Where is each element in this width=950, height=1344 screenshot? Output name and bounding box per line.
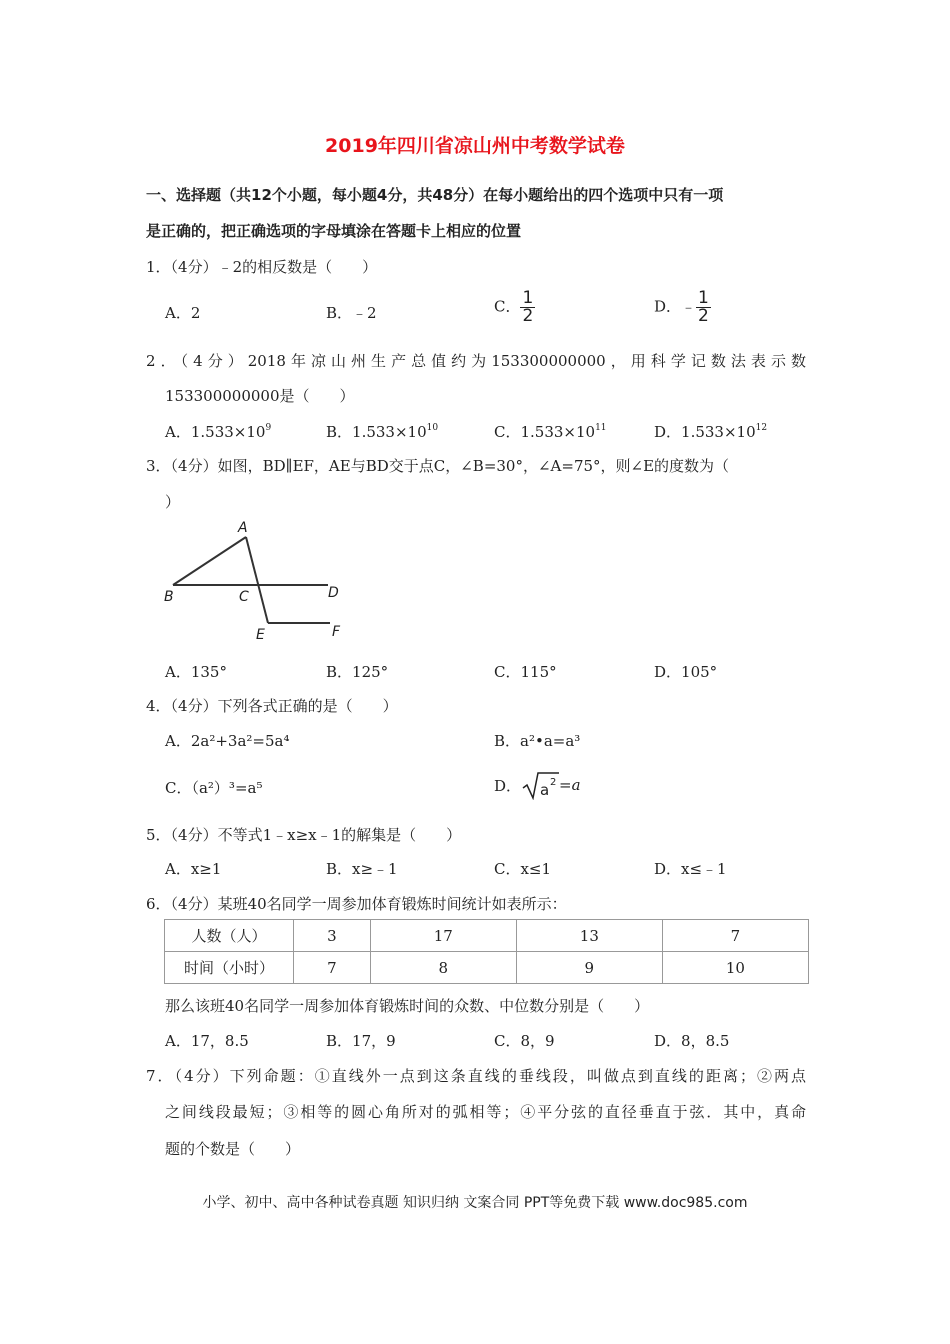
q5-option-b: B．x≥﹣1 bbox=[326, 860, 398, 878]
section-heading-line1: 一、选择题（共12个小题，每小题4分，共48分）在每小题给出的四个选项中只有一项 bbox=[146, 186, 724, 204]
label-e: E bbox=[256, 627, 265, 643]
label-b: B bbox=[164, 589, 174, 605]
line-ba bbox=[173, 537, 246, 585]
q2-stem-line1: 2．（4分）2018年凉山州生产总值约为153300000000，用科学记数法表示数 bbox=[146, 352, 806, 370]
table-row bbox=[165, 952, 809, 984]
q2-option-c bbox=[494, 421, 607, 442]
q4-option-b: B．a²•a=a³ bbox=[494, 732, 581, 750]
label-d: D bbox=[328, 585, 339, 601]
q2-stem-line2: 153300000000是（ ） bbox=[165, 387, 355, 405]
table-cell: 10 bbox=[662, 952, 808, 984]
table-header-people: 人数（人） bbox=[165, 920, 294, 952]
q6-followup: 那么该班40名同学一周参加体育锻炼时间的众数、中位数分别是（ ） bbox=[165, 997, 650, 1015]
q2-option-a bbox=[165, 421, 271, 442]
q1-option-a: A．2 bbox=[165, 304, 201, 322]
q3-stem-line2: ） bbox=[165, 493, 181, 511]
q3-geometry-figure bbox=[160, 515, 360, 645]
q5-option-c: C．x≤1 bbox=[494, 860, 552, 878]
table-cell: 7 bbox=[294, 952, 371, 984]
q6-data-table bbox=[164, 919, 809, 984]
q1-option-d bbox=[654, 290, 711, 325]
q2-option-a-exp: 9 bbox=[265, 423, 272, 433]
table-cell: 13 bbox=[516, 920, 662, 952]
q7-line1: 7．（4分）下列命题：①直线外一点到这条直线的垂线段，叫做点到直线的距离；②两点 bbox=[146, 1067, 806, 1085]
q1-option-d-prefix: D．﹣ bbox=[654, 297, 697, 316]
sqrt-radicand: a bbox=[540, 781, 550, 799]
q1-option-c-den: 2 bbox=[522, 306, 534, 326]
sqrt-exponent: 2 bbox=[550, 777, 557, 788]
table-cell: 8 bbox=[370, 952, 516, 984]
q2-option-c-exp: 11 bbox=[595, 423, 607, 433]
q2-option-b-exp: 10 bbox=[426, 423, 439, 433]
q3-option-c: C．115° bbox=[494, 663, 557, 681]
q5-stem: 5．（4分）不等式1﹣x≥x﹣1的解集是（ ） bbox=[146, 826, 462, 844]
q4-option-d-prefix: D． bbox=[494, 776, 522, 795]
q1-option-b: B．﹣2 bbox=[326, 304, 377, 322]
page-title: 2019年四川省凉山州中考数学试卷 bbox=[325, 135, 625, 157]
q1-stem: 1．（4分）﹣2的相反数是（ ） bbox=[146, 258, 378, 276]
q2-option-d-base: D．1.533×10 bbox=[654, 423, 756, 441]
line-ae bbox=[246, 537, 268, 623]
q1-option-c bbox=[494, 290, 535, 325]
q7-line3: 题的个数是（ ） bbox=[165, 1140, 301, 1158]
q4-option-c: C．（a²）³=a⁵ bbox=[165, 779, 263, 797]
label-c: C bbox=[239, 589, 249, 605]
q1-option-c-num: 1 bbox=[522, 288, 534, 308]
q1-option-d-den: 2 bbox=[698, 306, 709, 326]
q1-option-c-fraction bbox=[520, 290, 535, 325]
q5-option-d: D．x≤﹣1 bbox=[654, 860, 727, 878]
page-footer: 小学、初中、高中各种试卷真题 知识归纳 文案合同 PPT等免费下载 www.doc985.com bbox=[202, 1195, 748, 1211]
q4-option-d bbox=[494, 770, 581, 800]
table-cell: 9 bbox=[516, 952, 662, 984]
q4-option-d-suffix: =a bbox=[559, 776, 581, 794]
q5-option-a: A．x≥1 bbox=[165, 860, 222, 878]
q3-stem-line1: 3．（4分）如图，BD∥EF，AE与BD交于点C，∠B=30°，∠A=75°，则∠E的度数为（ bbox=[146, 457, 730, 475]
q6-option-d: D．8，8.5 bbox=[654, 1032, 730, 1050]
q6-stem: 6．（4分）某班40名同学一周参加体育锻炼时间统计如表所示： bbox=[146, 895, 567, 913]
section-heading-line2: 是正确的，把正确选项的字母填涂在答题卡上相应的位置 bbox=[146, 222, 522, 240]
q4-option-a: A．2a²+3a²=5a⁴ bbox=[165, 732, 290, 750]
q2-option-b bbox=[326, 421, 438, 442]
q1-option-d-num: 1 bbox=[698, 288, 709, 308]
q2-option-c-base: C．1.533×10 bbox=[494, 423, 596, 441]
q2-option-a-base: A．1.533×10 bbox=[165, 423, 266, 441]
q6-option-a: A．17，8.5 bbox=[165, 1032, 249, 1050]
table-cell: 3 bbox=[294, 920, 371, 952]
q3-option-d: D．105° bbox=[654, 663, 718, 681]
q6-option-c: C．8，9 bbox=[494, 1032, 555, 1050]
q2-option-b-base: B．1.533×10 bbox=[326, 423, 427, 441]
table-row bbox=[165, 920, 809, 952]
table-cell: 17 bbox=[370, 920, 516, 952]
q2-option-d bbox=[654, 421, 767, 442]
q2-option-d-exp: 12 bbox=[755, 423, 768, 433]
q4-stem: 4．（4分）下列各式正确的是（ ） bbox=[146, 697, 398, 715]
q3-option-b: B．125° bbox=[326, 663, 389, 681]
q1-option-c-prefix: C． bbox=[494, 297, 521, 316]
label-f: F bbox=[332, 624, 341, 640]
table-header-hours: 时间（小时） bbox=[165, 952, 294, 984]
q7-line2: 之间线段最短；③相等的圆心角所对的弧相等；④平分弦的直径垂直于弦．其中，真命 bbox=[165, 1103, 806, 1121]
sqrt-radical-icon bbox=[521, 770, 559, 800]
q6-option-b: B．17，9 bbox=[326, 1032, 396, 1050]
table-cell: 7 bbox=[662, 920, 808, 952]
q1-option-d-fraction bbox=[696, 290, 711, 325]
label-a: A bbox=[238, 520, 248, 536]
q3-option-a: A．135° bbox=[165, 663, 227, 681]
